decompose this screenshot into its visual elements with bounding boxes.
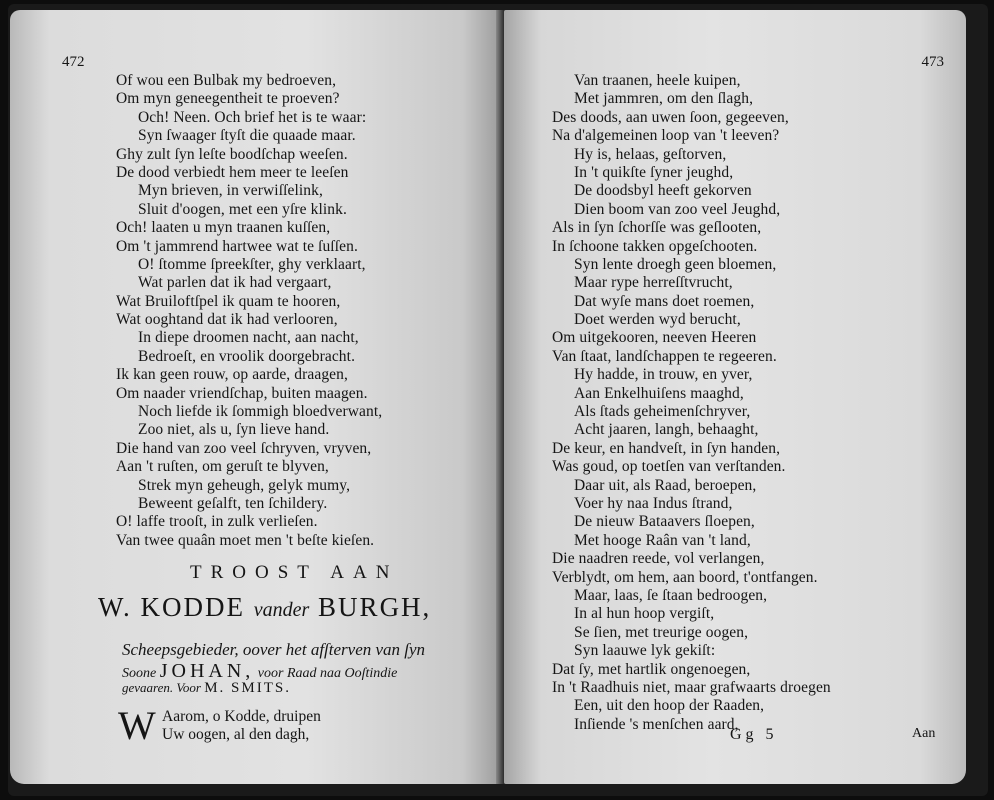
poem-line: Maar rype herreſſtvrucht, [574,274,733,292]
subtitle-2-caps: JOHAN, [159,660,255,682]
poem-line: Of wou een Bulbak my bedroeven, [116,72,337,89]
poem-line: Aan 't ruſten, om geruſt te blyven, [116,458,329,476]
heading-name-mid: vander [253,599,310,621]
poem-line: Wat parlen dat ik had vergaart, [138,274,332,292]
poem-line: O! ſtomme ſpreekſter, ghy verklaart, [138,255,366,273]
signature-mark: Gg 5 [730,726,778,743]
poem-line: Syn lente droegh geen bloemen, [574,255,777,273]
left-page-number: 472 [62,54,85,70]
poem-opening [162,708,321,745]
poem-line: Als ſtads geheimenſchryver, [574,403,751,421]
poem-line: Van twee quaân moet men 't beſte kieſen. [116,531,375,549]
poem-line: Om myn geneegentheit te proeven? [116,90,340,108]
left-page [10,10,502,784]
poem-line: Strek myn geheugh, gelyk mumy, [138,476,351,494]
poem-line: Des doods, aan uwen ſoon, gegeeven, [552,108,789,126]
poem-line: Voer hy naa Indus ſtrand, [574,494,733,512]
poem-line: De dood verbiedt hem meer te leeſen [116,163,349,181]
poem-line: Se ſien, met treurige oogen, [574,623,749,641]
poem-line: Om naader vriendſchap, buiten maagen. [116,384,368,402]
opening-line-1: Aarom, o Kodde, druipen [162,708,321,725]
poem-line: Als in ſyn ſchorſſe was geſlooten, [552,219,762,237]
poem-line: Dat wyſe mans doet roemen, [574,292,755,310]
poem-line: Ik kan geen rouw, op aarde, draagen, [116,366,348,384]
right-catchword: Aan [912,726,936,741]
poem-line: Och! Neen. Och brief het is te waar: [138,108,367,126]
poem-subtitle-3 [122,680,291,697]
left-poem-lines [116,72,382,550]
poem-line: Die naadren reede, vol verlangen, [552,550,765,568]
poem-line: De keur, en handveſt, in ſyn handen, [552,439,781,457]
poem-line: Beweent geſalft, ten ſchildery. [138,494,328,512]
poem-line: Daar uit, als Raad, beroepen, [574,476,757,494]
poem-line: Acht jaaren, langh, behaaght, [574,421,759,439]
subtitle-3-caps: M. SMITS. [204,680,291,696]
poem-line: Syn laauwe lyk gekiſt: [574,642,716,660]
poem-line: Inſiende 's menſchen aard, [574,715,739,733]
poem-subtitle-1: Scheepsgebieder, oover het afſterven van ſyn [122,640,426,659]
poem-line: Bedroeſt, en vroolik doorgebracht. [138,347,356,365]
right-poem-lines [552,72,831,734]
poem-line: Syn ſwaager ſtyſt die quaade maar. [138,127,356,145]
right-page-number: 473 [921,54,944,70]
poem-heading-name [98,592,431,623]
poem-line: Och! laaten u myn traanen kuſſen, [116,219,331,237]
poem-line: De nieuw Bataavers ſloepen, [574,513,755,531]
poem-line: Verblydt, om hem, aan boord, t'ontfangen. [552,568,818,586]
subtitle-3-a: gevaaren. Voor [122,680,201,695]
poem-line: In 't Raadhuis niet, maar grafwaarts droegen [552,678,831,696]
subtitle-2-a: Soone [122,666,157,681]
heading-name-b: BURGH, [318,592,432,622]
right-page [504,10,966,784]
poem-line: Myn brieven, in verwiſſelink, [138,182,323,200]
poem-line: In ſchoone takken opgeſchooten. [552,237,758,255]
poem-line: In al hun hoop vergiſt, [574,605,715,623]
poem-line: Een, uit den hoop der Raaden, [574,697,765,715]
poem-line: Dat ſy, met hartlik ongenoegen, [552,660,751,678]
poem-line: Wat ooghtand dat ik had verlooren, [116,311,338,329]
poem-line: Doet werden wyd berucht, [574,311,741,329]
poem-line: Van ſtaat, landſchappen te regeeren. [552,347,777,365]
poem-line: Met hooge Raân van 't land, [574,531,751,549]
poem-line: Zoo niet, als u, ſyn lieve hand. [138,421,330,439]
poem-line: Noch liefde ik ſommigh bloedverwant, [138,403,383,421]
poem-line: Was goud, op toetſen van verſtanden. [552,458,786,476]
poem-line: Die hand van zoo veel ſchryven, vryven, [116,439,372,457]
poem-line: Aan Enkelhuiſens maaghd, [574,384,744,402]
poem-line: Sluit d'oogen, met een yſre klink. [138,200,347,218]
poem-line: Na d'algemeinen loop van 't leeven? [552,127,780,145]
poem-line: Om 't jammrend hartwee wat te ſuſſen. [116,237,358,255]
drop-cap: W [118,703,156,748]
poem-line: In diepe droomen nacht, aan nacht, [138,329,359,347]
poem-line: Wat Bruiloftſpel ik quam te hooren, [116,292,341,310]
subtitle-2-b: voor Raad naa Ooſtindie [257,666,398,681]
poem-line: In 't quikſte ſyner jeughd, [574,163,734,181]
poem-line: De doodsbyl heeft gekorven [574,182,752,200]
poem-line: Om uitgekooren, neeven Heeren [552,329,757,347]
poem-line: Hy is, helaas, geſtorven, [574,145,727,163]
poem-heading-troost: TROOST AAN [190,562,399,583]
heading-name-a: W. KODDE [98,592,245,622]
opening-line-2: Uw oogen, al den dagh, [162,726,310,744]
poem-line: Met jammren, om den ſlagh, [574,90,754,108]
poem-line: Ghy zult ſyn leſte boodſchap weeſen. [116,145,348,163]
poem-line: Dien boom van zoo veel Jeughd, [574,200,781,218]
poem-line: Hy hadde, in trouw, en yver, [574,366,753,384]
poem-line: O! laffe trooſt, in zulk verlieſen. [116,513,318,531]
poem-line: Maar, laas, ſe ſtaan bedroogen, [574,586,768,604]
poem-line: Van traanen, heele kuipen, [574,72,741,89]
